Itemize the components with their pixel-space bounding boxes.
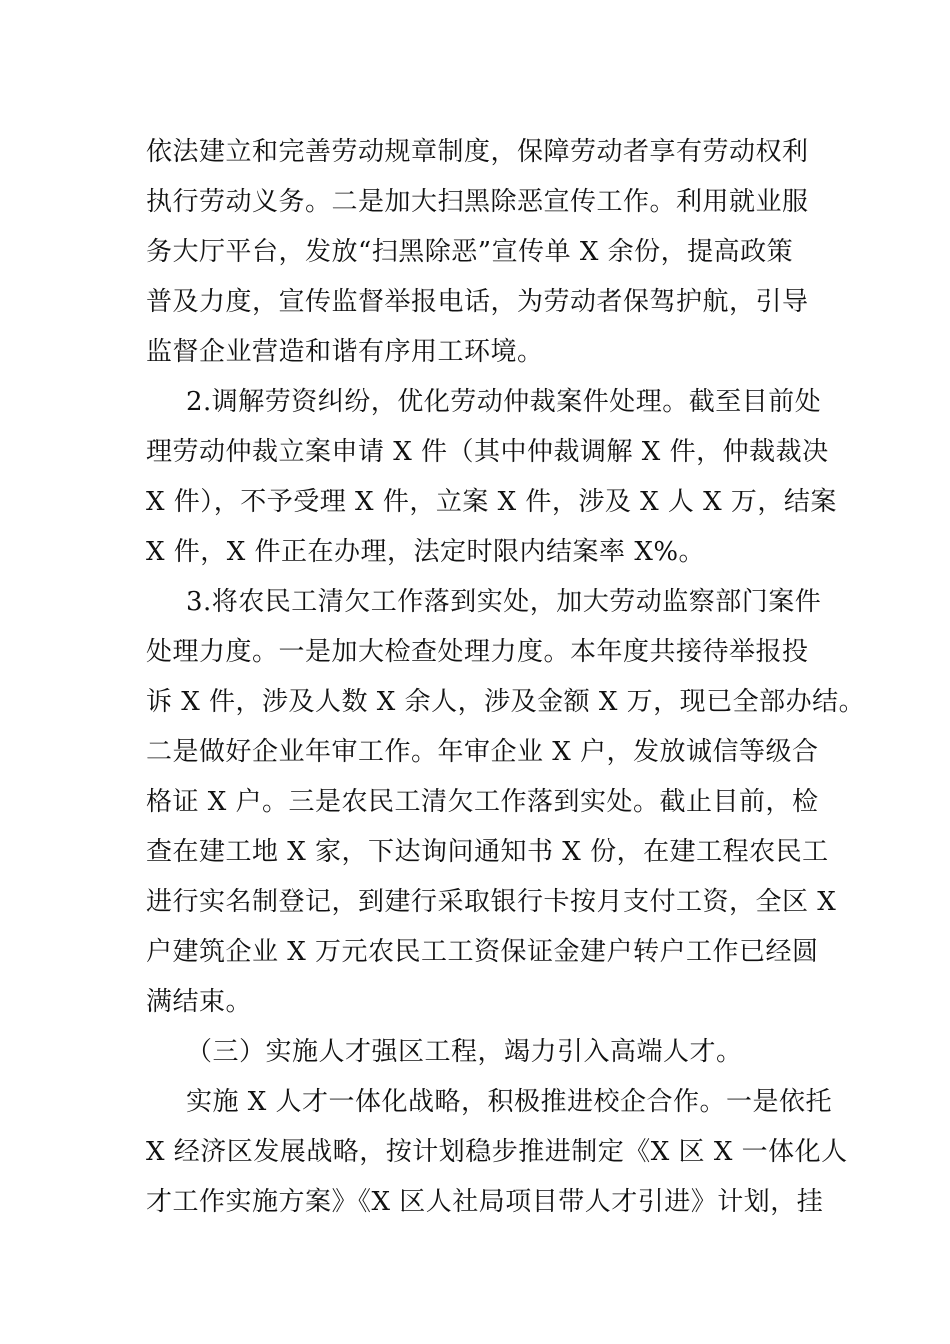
text-line: 满结束。 — [146, 987, 253, 1017]
text-line: 二是做好企业年审工作。年审企业 X 户，发放诚信等级合 — [146, 737, 819, 767]
text-line: 监督企业营造和谐有序用工环境。 — [146, 337, 544, 367]
paragraph-3-start: 3.将农民工清欠工作落到实处，加大劳动监察部门案件 — [186, 587, 822, 617]
text-line: 依法建立和完善劳动规章制度，保障劳动者享有劳动权利 — [146, 137, 809, 167]
text-line: X 件），不予受理 X 件，立案 X 件，涉及 X 人 X 万，结案 — [146, 487, 837, 517]
paragraph-2-start: 2.调解劳资纠纷，优化劳动仲裁案件处理。截至目前处 — [186, 387, 822, 417]
section-heading: （三）实施人才强区工程，竭力引入高端人才。 — [186, 1037, 743, 1067]
text-line: 务大厅平台，发放“扫黑除恶”宣传单 X 余份，提高政策 — [146, 237, 794, 267]
text-line: 执行劳动义务。二是加大扫黑除恶宣传工作。利用就业服 — [146, 187, 809, 217]
paragraph-4-start: 实施 X 人才一体化战略，积极推进校企合作。一是依托 — [186, 1087, 833, 1117]
text-line: 普及力度，宣传监督举报电话，为劳动者保驾护航，引导 — [146, 287, 809, 317]
text-line: 格证 X 户。三是农民工清欠工作落到实处。截止目前，检 — [146, 787, 819, 817]
text-line: 查在建工地 X 家，下达询问通知书 X 份，在建工程农民工 — [146, 837, 829, 867]
text-line: 户建筑企业 X 万元农民工工资保证金建户转户工作已经圆 — [146, 937, 819, 967]
text-line: X 经济区发展战略，按计划稳步推进制定《X 区 X 一体化人 — [146, 1137, 848, 1167]
text-line: X 件，X 件正在办理，法定时限内结案率 X%。 — [146, 537, 706, 567]
text-line: 处理力度。一是加大检查处理力度。本年度共接待举报投 — [146, 637, 809, 667]
text-line: 理劳动仲裁立案申请 X 件（其中仲裁调解 X 件，仲裁裁决 — [146, 437, 829, 467]
text-line: 诉 X 件，涉及人数 X 余人，涉及金额 X 万，现已全部办结。 — [146, 687, 866, 717]
text-line: 进行实名制登记，到建行采取银行卡按月支付工资，全区 X — [146, 887, 837, 917]
text-line: 才工作实施方案》《X 区人社局项目带人才引进》计划，挂 — [146, 1187, 824, 1217]
